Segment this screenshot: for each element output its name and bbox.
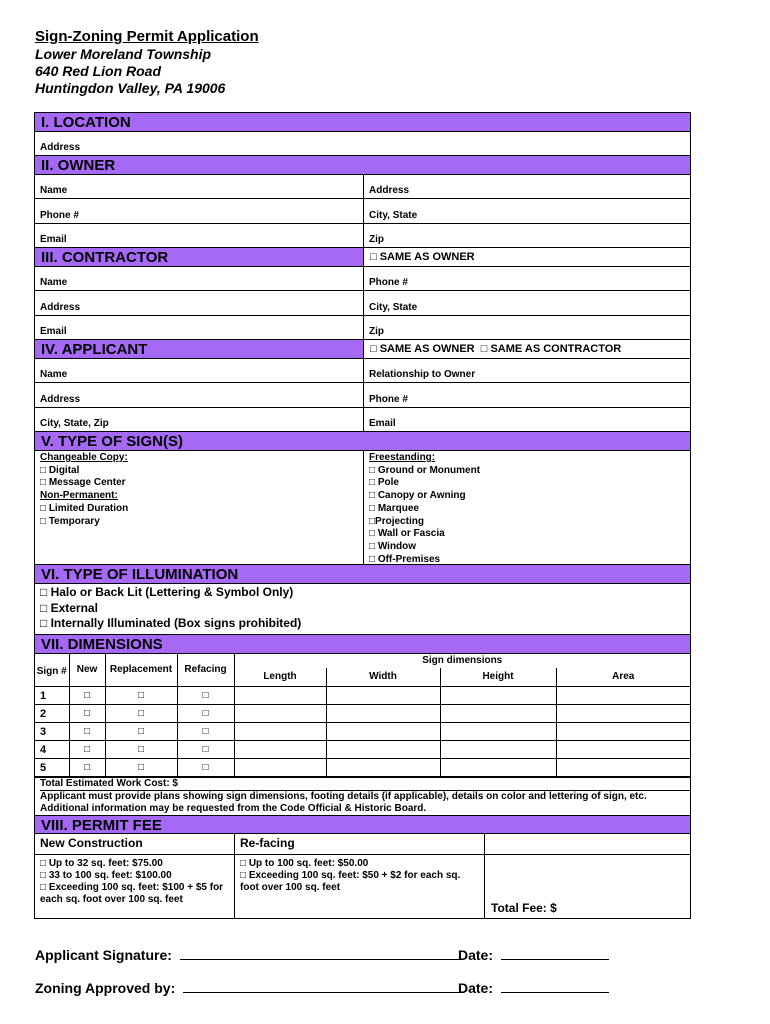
height-input[interactable] [440,723,556,741]
zoning-approved-label: Zoning Approved by: [35,980,176,996]
township-city: Huntingdon Valley, PA 19006 [35,80,226,96]
owner-name-field[interactable]: Name [35,175,364,198]
replacement-checkbox[interactable]: □ [105,759,177,777]
section-contractor-title: III. CONTRACTOR [35,248,364,266]
height-input[interactable] [440,759,556,777]
refacing-checkbox[interactable]: □ [177,687,234,705]
dimension-notes [35,777,690,815]
fee-total-column [485,834,690,918]
applicant-signature-line [35,946,494,963]
height-input[interactable] [440,687,556,705]
replacement-checkbox[interactable]: □ [105,705,177,723]
applicant-signature-label: Applicant Signature: [35,947,172,963]
checkbox-message-center[interactable]: □ Message Center [40,477,126,489]
section-contractor-header [35,248,690,267]
sign-number: 1 [35,687,69,705]
area-input[interactable] [556,687,690,705]
col-new: New [69,654,105,687]
applicant-email-field[interactable]: Email [369,418,396,429]
zoning-approved-input[interactable] [183,979,464,993]
dimensions-row-2 [35,705,690,723]
area-input[interactable] [556,723,690,741]
sign-number: 3 [35,723,69,741]
checkbox-window[interactable]: □ Window [369,540,417,552]
owner-row-1 [35,175,690,199]
changeable-copy-label: Changeable Copy: [40,452,128,463]
applicant-relationship-field[interactable]: Relationship to Owner [369,369,476,380]
contractor-address-field[interactable]: Address [35,291,364,315]
fee-checkbox-reface-up-to-100[interactable]: □ Up to 100 sq. feet: $50.00 [240,858,369,869]
total-estimated-cost-field[interactable]: Total Estimated Work Cost: $ [40,778,690,791]
zoning-date-label: Date: [458,980,494,996]
checkbox-external[interactable]: □ External [40,600,98,615]
replacement-checkbox[interactable]: □ [105,723,177,741]
width-input[interactable] [326,741,440,759]
plans-requirement-note [40,791,690,815]
section-location-title: I. LOCATION [35,113,690,132]
non-permanent-label: Non-Permanent: [40,490,118,502]
sign-type-right-column [364,451,690,564]
col-replacement: Replacement [105,654,177,687]
fee-total-header-cell [485,834,690,855]
checkbox-marquee[interactable]: □ Marquee [369,502,419,514]
contractor-city-state-field[interactable]: City, State [369,302,418,313]
section-permit-fee-title: VIII. PERMIT FEE [35,815,690,834]
contractor-row-1 [35,267,690,291]
zoning-approval-line [35,979,494,996]
owner-row-3 [35,224,690,248]
checkbox-halo-back-lit[interactable]: □ Halo or Back Lit (Lettering & Symbol Only) [40,585,294,599]
height-input[interactable] [440,705,556,723]
length-input[interactable] [234,687,326,705]
sign-type-left-column [35,451,364,564]
contractor-row-2 [35,291,690,316]
zoning-date-group [458,979,609,996]
owner-email-field[interactable]: Email [35,224,364,247]
dimensions-table [35,654,690,778]
checkbox-ground-monument[interactable]: □ Ground or Monument [369,464,481,476]
plans-note-line-1: Applicant must provide plans showing sign dimensions, footing details (if applicable), details on color and lettering of sign, etc. [40,791,647,802]
permit-fee-table [35,834,690,918]
owner-row-2 [35,199,690,224]
owner-zip-field[interactable]: Zip [369,234,384,245]
fee-refacing-column [235,834,485,918]
dimensions-row-1 [35,687,690,705]
checkbox-wall-fascia[interactable]: □ Wall or Fascia [369,528,445,540]
section-owner-title: II. OWNER [35,156,690,175]
sign-number: 4 [35,741,69,759]
illumination-options [35,584,690,635]
col-length: Length [234,668,326,687]
width-input[interactable] [326,687,440,705]
owner-address-field[interactable]: Address [369,185,410,196]
contractor-zip-field[interactable]: Zip [369,326,384,337]
section-dimensions-title: VII. DIMENSIONS [35,635,690,654]
sign-dimensions-header: Sign dimensions [234,654,690,668]
dimensions-row-5 [35,759,690,777]
dimensions-row-4 [35,741,690,759]
contractor-name-field[interactable]: Name [35,267,364,290]
applicant-row-1 [35,359,690,383]
area-input[interactable] [556,741,690,759]
length-input[interactable] [234,741,326,759]
col-sign-number: Sign # [35,654,69,687]
area-input[interactable] [556,705,690,723]
fee-new-construction-header: New Construction [35,834,234,855]
length-input[interactable] [234,723,326,741]
township-name: Lower Moreland Township [35,46,212,62]
applicant-city-state-zip-field[interactable]: City, State, Zip [35,408,364,431]
dimensions-row-3 [35,723,690,741]
refacing-checkbox[interactable]: □ [177,759,234,777]
width-input[interactable] [326,705,440,723]
applicant-phone-field[interactable]: Phone # [369,394,408,405]
applicant-address-field[interactable]: Address [35,383,364,407]
col-height: Height [440,668,556,687]
contractor-email-field[interactable]: Email [35,316,364,339]
contractor-same-as-owner-checkbox[interactable]: □ SAME AS OWNER [370,251,475,263]
checkbox-temporary[interactable]: □ Temporary [40,515,100,527]
checkbox-digital[interactable]: □ Digital [40,464,80,476]
location-address-field[interactable]: Address [40,142,81,153]
owner-city-state-field[interactable]: City, State [369,210,418,221]
applicant-name-field[interactable]: Name [35,359,364,382]
applicant-date-group [458,946,609,963]
contractor-row-3 [35,316,690,340]
fee-new-construction-options [35,855,234,909]
applicant-date-label: Date: [458,947,494,963]
area-input[interactable] [556,759,690,777]
fee-refacing-header: Re-facing [235,834,484,855]
applicant-date-input[interactable] [501,946,609,960]
owner-phone-field[interactable]: Phone # [35,199,364,223]
checkbox-projecting[interactable]: □Projecting [369,515,424,527]
fee-checkbox-exceeding-100[interactable]: □ Exceeding 100 sq. feet: $100 + $5 for each sq. foot over 100 sq. feet [40,882,224,905]
length-input[interactable] [234,705,326,723]
col-width: Width [326,668,440,687]
applicant-row-3 [35,408,690,432]
new-checkbox[interactable]: □ [69,687,105,705]
fee-checkbox-33-to-100[interactable]: □ 33 to 100 sq. feet: $100.00 [40,870,172,881]
col-refacing: Refacing [177,654,234,687]
refacing-checkbox[interactable]: □ [177,741,234,759]
applicant-same-as-checkboxes[interactable]: □ SAME AS OWNER □ SAME AS CONTRACTOR [370,343,622,355]
section-applicant-title: IV. APPLICANT [35,340,364,358]
replacement-checkbox[interactable]: □ [105,687,177,705]
fee-checkbox-up-to-32[interactable]: □ Up to 32 sq. feet: $75.00 [40,858,163,869]
document-header [35,28,259,97]
applicant-signature-input[interactable] [180,946,460,960]
dimensions-group-header-row [35,654,690,668]
width-input[interactable] [326,723,440,741]
width-input[interactable] [326,759,440,777]
permit-form [34,112,691,919]
form-title: Sign-Zoning Permit Application [35,28,259,45]
location-address-row [35,132,690,156]
replacement-checkbox[interactable]: □ [105,741,177,759]
checkbox-pole[interactable]: □ Pole [369,477,399,489]
fee-refacing-options [235,855,484,897]
new-checkbox[interactable]: □ [69,723,105,741]
freestanding-label: Freestanding: [369,452,436,463]
zoning-date-input[interactable] [501,979,609,993]
new-checkbox[interactable]: □ [69,759,105,777]
fee-new-construction-column [35,834,235,918]
checkbox-limited-duration[interactable]: □ Limited Duration [40,502,129,514]
fee-checkbox-reface-exceeding-100[interactable]: □ Exceeding 100 sq. feet: $50 + $2 for each sq. foot over 100 sq. feet [240,870,461,893]
height-input[interactable] [440,741,556,759]
section-applicant-header [35,340,690,359]
contractor-phone-field[interactable]: Phone # [369,277,408,288]
plans-note-line-2: Additional information may be requested from the Code Official & Historic Board. [40,803,427,814]
new-checkbox[interactable]: □ [69,741,105,759]
new-checkbox[interactable]: □ [69,705,105,723]
sign-number: 2 [35,705,69,723]
col-area: Area [556,668,690,687]
length-input[interactable] [234,759,326,777]
sign-type-options [35,451,690,565]
total-fee-field[interactable]: Total Fee: $ [491,901,557,915]
refacing-checkbox[interactable]: □ [177,705,234,723]
township-street: 640 Red Lion Road [35,63,162,79]
checkbox-off-premises[interactable]: □ Off-Premises [369,553,441,565]
section-sign-type-title: V. TYPE OF SIGN(S) [35,432,690,451]
applicant-row-2 [35,383,690,408]
section-illumination-title: VI. TYPE OF ILLUMINATION [35,565,690,584]
refacing-checkbox[interactable]: □ [177,723,234,741]
checkbox-canopy-awning[interactable]: □ Canopy or Awning [369,490,466,502]
sign-number: 5 [35,759,69,777]
checkbox-internally-illuminated[interactable]: □ Internally Illuminated (Box signs prohibited) [40,616,302,630]
